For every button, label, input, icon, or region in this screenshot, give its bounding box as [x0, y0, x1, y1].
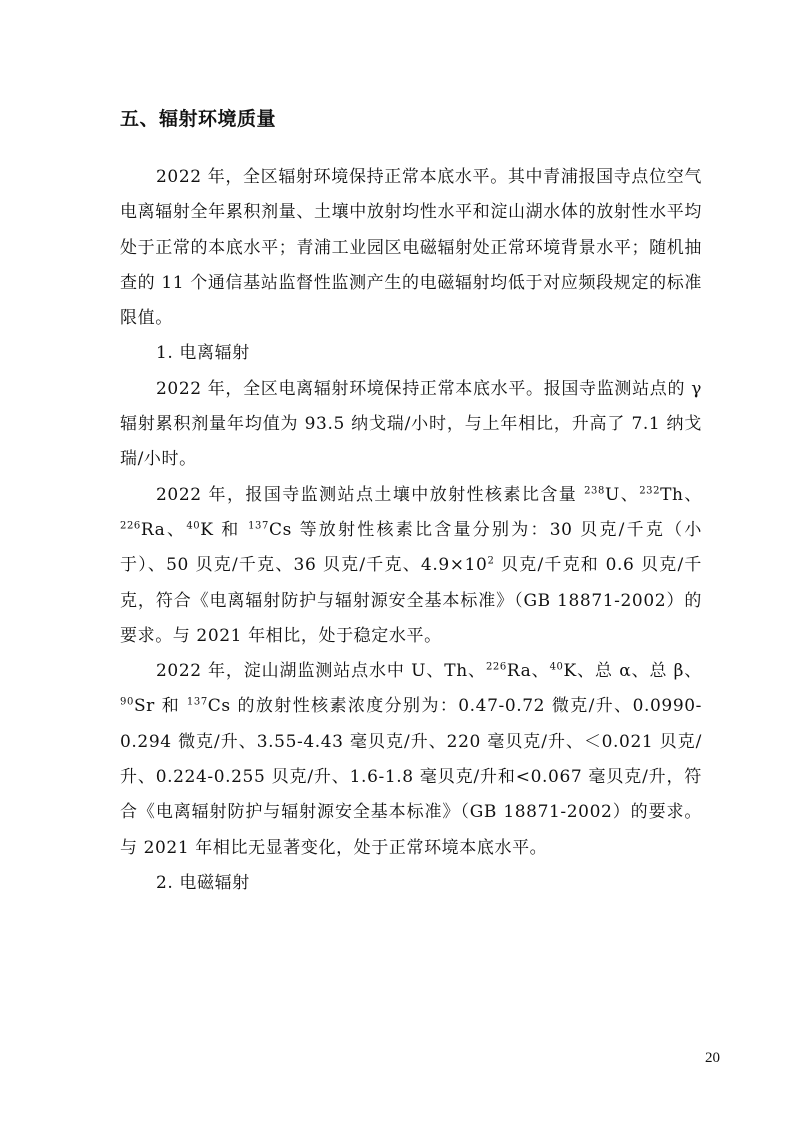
intro-paragraph: 2022 年，全区辐射环境保持正常本底水平。其中青浦报国寺点位空气电离辐射全年累积剂量、土壤中放射均性水平和淀山湖水体的放射性水平均处于正常的本底水平；青浦工业园区电磁辐射处正常环境背景水平；随机抽查的 11 个通信基站监督性监测产生的电磁辐射均低于对应频段规定的标准限值。: [120, 167, 702, 329]
k40-symbol: K、总 α、总 β、: [563, 661, 702, 682]
ionizing-paragraph-soil: [120, 478, 702, 654]
ra226-symbol: Ra、: [140, 519, 187, 540]
sr90-mass-number: 90: [120, 696, 134, 708]
page-number: 20: [705, 1050, 720, 1066]
ionizing-radiation-heading: 1. 电离辐射: [156, 343, 250, 364]
ionizing-paragraph-gamma: 2022 年，全区电离辐射环境保持正常本底水平。报国寺监测站点的 γ 辐射累积剂量年均值为 93.5 纳戈瑞/小时，与上年相比，升高了 7.1 纳戈瑞/小时。: [120, 378, 702, 470]
body-text: [120, 160, 702, 901]
exponent: 2: [487, 555, 495, 567]
water-tail-text: Cs 的放射性核素浓度分别为：0.47-0.72 微克/升、0.0990-0.294 微克/升、3.55-4.43 毫贝克/升、220 毫贝克/升、＜0.021 贝克/升、0.224-0.255 贝克/升、1.6-1.8 毫贝克/升和<0.067 毫贝克/升，符合《电离辐射防护与辐射源安全基本标准》（GB 18871-2002）的要求。与 2021 年相比无显著变化，处于正常环境本底水平。: [120, 696, 702, 858]
ionizing-paragraph-water: [120, 654, 702, 866]
soil-tail-text: 贝克/千克和 0.6 贝克/千克，符合《电离辐射防护与辐射源安全基本标准》（GB 18871-2002）的要求。与 2021 年相比，处于稳定水平。: [120, 555, 702, 646]
ra226-mass-number: 226: [485, 661, 507, 673]
ra226-mass-number: 226: [120, 520, 141, 532]
k40-mass-number: 40: [549, 661, 564, 673]
electromagnetic-radiation-heading: 2. 电磁辐射: [156, 872, 250, 893]
soil-lead-text: 2022 年，报国寺监测站点土壤中放射性核素比含量: [156, 484, 585, 505]
k40-symbol: K 和: [200, 519, 249, 540]
u238-symbol: U、: [604, 484, 640, 505]
u238-mass-number: 238: [584, 485, 605, 497]
k40-mass-number: 40: [186, 520, 201, 532]
water-lead-text: 2022 年，淀山湖监测站点水中 U、Th、: [156, 661, 486, 682]
th232-symbol: Th、: [660, 484, 703, 505]
cs137-mass-number: 137: [186, 696, 208, 708]
sr90-symbol: Sr 和: [133, 696, 187, 717]
th232-mass-number: 232: [639, 485, 661, 497]
section-title: 五、辐射环境质量: [120, 108, 277, 130]
cs137-mass-number: 137: [248, 520, 269, 532]
cs137-values-text: Cs 等放射性核素比含量分别为：30 贝克/千克（小于）、50 贝克/千克、36 贝克/千克、4.9×10: [120, 519, 702, 576]
ra226-symbol: Ra、: [506, 661, 550, 682]
